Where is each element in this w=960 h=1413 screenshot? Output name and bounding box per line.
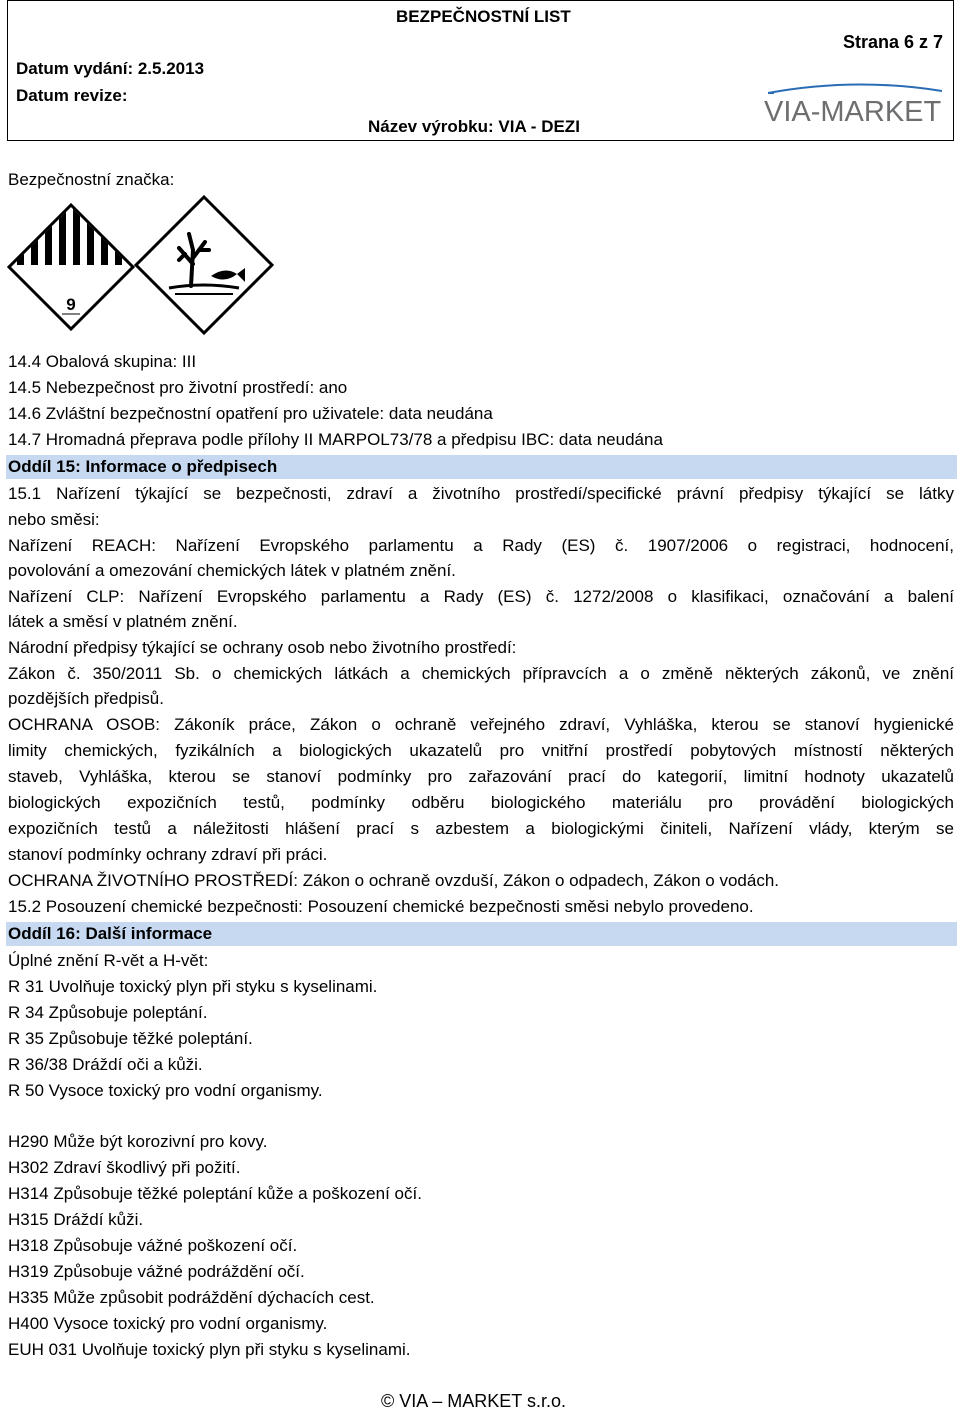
section15-line: staveb, Vyhláška, kterou se stanoví podmínky pro zařazování prací do kategorií, limitní hodnoty ukazatelů [8,767,954,786]
section15-line: 15.1 Nařízení týkající se bezpečnosti, zdraví a životního prostředí/specifické právní předpisy týkající se látky [8,484,954,503]
pictogram-label: Bezpečnostní značka: [8,170,175,189]
section15-line: stanoví podmínky ochrany zdraví při práci. [8,845,328,864]
h-phrase: H335 Může způsobit podráždění dýchacích cest. [8,1288,375,1307]
section15-line: Zákon č. 350/2011 Sb. o chemických látkách a chemických přípravcích a o změně některých zákonů, ve znění [8,664,954,683]
section15-line: povolování a omezování chemických látek v platném znění. [8,561,456,580]
via-market-logo [760,75,950,127]
r-phrase: R 35 Způsobuje těžké poleptání. [8,1029,253,1048]
h-phrase: H315 Dráždí kůži. [8,1210,144,1229]
section15-line: Národní předpisy týkající se ochrany osob nebo životního prostředí: [8,638,517,657]
product-name: Název výrobku: VIA - DEZI [368,117,580,136]
document-header [7,0,954,141]
section14-line: 14.7 Hromadná přeprava podle přílohy II MARPOL73/78 a předpisu IBC: data neudána [8,430,663,449]
section15-line: Nařízení REACH: Nařízení Evropského parlamentu a Rady (ES) č. 1907/2006 o registraci, hodnocení, [8,536,954,555]
h-phrase: H319 Způsobuje vážné podráždění očí. [8,1262,305,1281]
r-phrase: R 50 Vysoce toxický pro vodní organismy. [8,1081,323,1100]
section15-line: limity chemických, fyzikálních a biologických ukazatelů pro vnitřní prostředí pobytových místností některých [8,741,954,760]
environment-hazard-icon [133,194,275,336]
h-phrase: H314 Způsobuje těžké poleptání kůže a poškození očí. [8,1184,422,1203]
page-number: Strana 6 z 7 [842,32,943,52]
h-phrase: H318 Způsobuje vážné poškození očí. [8,1236,298,1255]
section16-intro: Úplné znění R-vět a H-vět: [8,951,209,970]
section14-line: 14.6 Zvláštní bezpečnostní opatření pro uživatele: data neudána [8,404,493,423]
h-phrase: H302 Zdraví škodlivý při požití. [8,1158,241,1177]
h-phrase: EUH 031 Uvolňuje toxický plyn při styku s kyselinami. [8,1340,411,1359]
issue-date: Datum vydání: 2.5.2013 [16,59,205,78]
section15-line: pozdějších předpisů. [8,689,164,708]
section15-line: nebo směsi: [8,510,100,529]
section15-line: biologických expozičních testů, podmínky odběru biologického materiálu pro provádění biologických [8,793,954,812]
section16-heading: Oddíl 16: Další informace [6,922,957,946]
revision-date: Datum revize: [16,86,128,105]
section15-line: expozičních testů a náležitosti hlášení prací s azbestem a biologickými činiteli, Nařízení vlády, kterým se [8,819,954,838]
footer-copyright: © VIA – MARKET s.r.o. [381,1391,566,1411]
r-phrase: R 36/38 Dráždí oči a kůži. [8,1055,203,1074]
class-9-miscellaneous-icon [7,203,135,331]
section15-line: OCHRANA ŽIVOTNÍHO PROSTŘEDÍ: Zákon o ochraně ovzduší, Zákon o odpadech, Zákon o vodách. [8,871,780,890]
r-phrase: R 34 Způsobuje poleptání. [8,1003,208,1022]
section15-heading: Oddíl 15: Informace o předpisech [6,455,957,479]
document-title: BEZPEČNOSTNÍ LIST [396,7,571,26]
svg-text:9: 9 [66,295,76,314]
section14-line: 14.4 Obalová skupina: III [8,352,197,371]
r-phrase: R 31 Uvolňuje toxický plyn při styku s kyselinami. [8,977,378,996]
svg-text:VIA-MARKET: VIA-MARKET [764,96,942,127]
section15-line: 15.2 Posouzení chemické bezpečnosti: Posouzení chemické bezpečnosti směsi nebylo provedeno. [8,897,754,916]
section15-line: Nařízení CLP: Nařízení Evropského parlamentu a Rady (ES) č. 1272/2008 o klasifikaci, označování a balení [8,587,954,606]
section15-line: OCHRANA OSOB: Zákoník práce, Zákon o ochraně veřejného zdraví, Vyhláška, kterou se stanoví hygienické [8,715,954,734]
section14-line: 14.5 Nebezpečnost pro životní prostředí: ano [8,378,348,397]
h-phrase: H290 Může být korozivní pro kovy. [8,1132,268,1151]
h-phrase: H400 Vysoce toxický pro vodní organismy. [8,1314,328,1333]
section15-line: látek a směsí v platném znění. [8,612,238,631]
